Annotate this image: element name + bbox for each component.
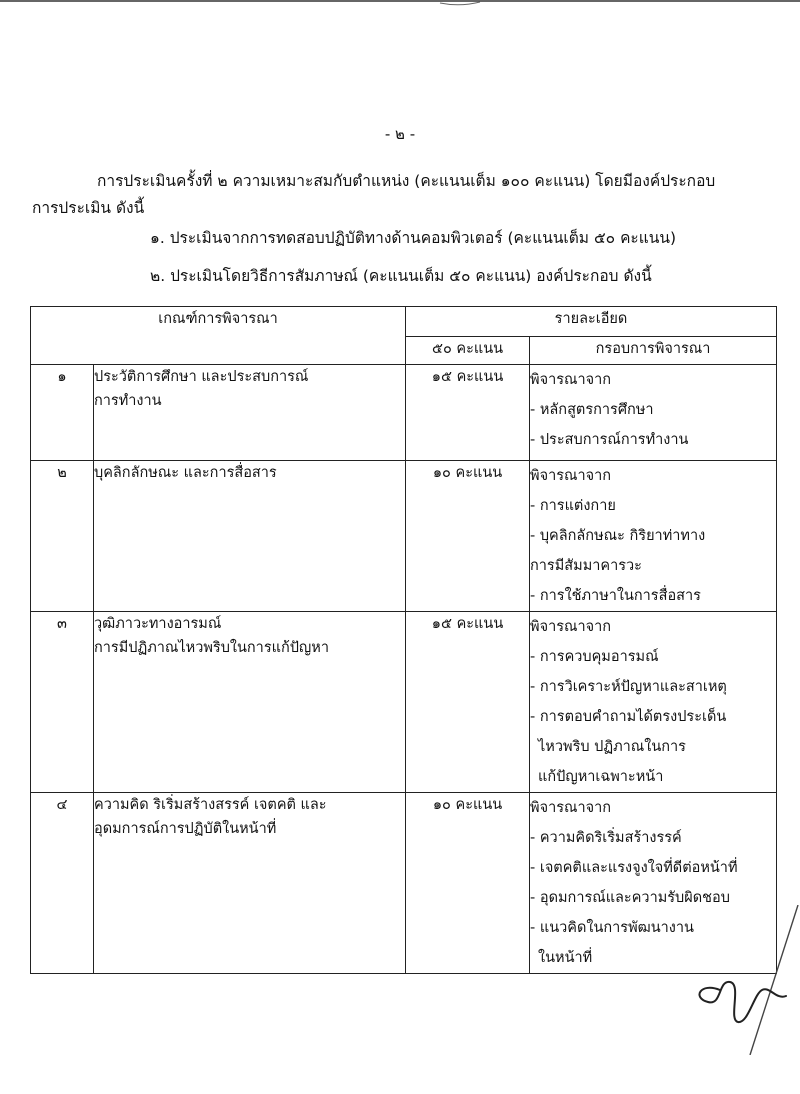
row-number: ๓ xyxy=(31,612,94,793)
header-score: ๕๐ คะแนน xyxy=(406,337,530,365)
score-cell: ๑๐ คะแนน xyxy=(406,461,530,612)
detail-cell xyxy=(530,365,777,461)
detail-line: - บุคลิกลักษณะ กิริยาท่าทาง xyxy=(530,528,706,544)
criteria-line: การทำงาน xyxy=(94,393,162,409)
detail-line: การมีสัมมาคารวะ xyxy=(530,558,642,574)
criteria-line: ความคิด ริเริ่มสร้างสรรค์ เจตคติ และ xyxy=(94,797,327,813)
criteria-line: การมีปฏิภาณไหวพริบในการแก้ปัญหา xyxy=(94,640,329,656)
criteria-cell xyxy=(94,461,406,612)
detail-line: - อุดมการณ์และความรับผิดชอบ xyxy=(530,890,730,906)
detail-line: - การวิเคราะห์ปัญหาและสาเหตุ xyxy=(530,679,727,695)
assessment-item-1: ๑. ประเมินจากการทดสอบปฏิบัติทางด้านคอมพิวเตอร์ (คะแนนเต็ม ๕๐ คะแนน) xyxy=(150,229,676,247)
criteria-line: อุดมการณ์การปฏิบัติในหน้าที่ xyxy=(94,821,277,837)
page-number: - ๒ - xyxy=(384,125,416,143)
detail-line: พิจารณาจาก xyxy=(530,800,612,816)
detail-line: - หลักสูตรการศึกษา xyxy=(530,402,654,418)
header-detail: รายละเอียด xyxy=(406,307,777,337)
criteria-line: วุฒิภาวะทางอารมณ์ xyxy=(94,616,222,632)
detail-line: ไหวพริบ ปฏิภาณในการ xyxy=(538,739,686,755)
detail-line: - เจตคติและแรงจูงใจที่ดีต่อหน้าที่ xyxy=(530,860,738,876)
scan-top-edge xyxy=(0,0,800,12)
score-cell: ๑๕ คะแนน xyxy=(406,612,530,793)
detail-line: - การใช้ภาษาในการสื่อสาร xyxy=(530,588,701,604)
table-row xyxy=(31,612,777,793)
row-number: ๑ xyxy=(31,365,94,461)
detail-line: ในหน้าที่ xyxy=(538,950,593,966)
detail-line: - ประสบการณ์การทำงาน xyxy=(530,432,689,448)
detail-cell xyxy=(530,612,777,793)
criteria-cell xyxy=(94,365,406,461)
header-framework: กรอบการพิจารณา xyxy=(530,337,777,365)
interview-criteria-table xyxy=(30,306,777,974)
criteria-line: บุคลิกลักษณะ และการสื่อสาร xyxy=(94,465,277,481)
detail-line: - ความคิดริเริ่มสร้างรรค์ xyxy=(530,830,682,846)
row-number: ๒ xyxy=(31,461,94,612)
criteria-cell xyxy=(94,793,406,974)
score-cell: ๑๐ คะแนน xyxy=(406,793,530,974)
intro-line-1: การประเมินครั้งที่ ๒ ความเหมาะสมกับตำแหน่ง (คะแนนเต็ม ๑๐๐ คะแนน) โดยมีองค์ประกอบ xyxy=(97,172,716,190)
table-row xyxy=(31,793,777,974)
header-criteria: เกณฑ์การพิจารณา xyxy=(31,307,406,365)
table-row xyxy=(31,365,777,461)
intro-line-2: การประเมิน ดังนี้ xyxy=(32,199,145,217)
detail-line: พิจารณาจาก xyxy=(530,372,612,388)
detail-line: - การตอบคำถามได้ตรงประเด็น xyxy=(530,709,727,725)
score-cell: ๑๕ คะแนน xyxy=(406,365,530,461)
criteria-cell xyxy=(94,612,406,793)
row-number: ๔ xyxy=(31,793,94,974)
detail-cell xyxy=(530,461,777,612)
handwritten-signature xyxy=(690,960,800,1030)
detail-line: - แนวคิดในการพัฒนางาน xyxy=(530,920,694,936)
criteria-line: ประวัติการศึกษา และประสบการณ์ xyxy=(94,369,309,385)
table-row xyxy=(31,461,777,612)
detail-line: - การควบคุมอารมณ์ xyxy=(530,649,659,665)
detail-line: - การแต่งกาย xyxy=(530,498,616,514)
detail-line: แก้ปัญหาเฉพาะหน้า xyxy=(538,769,664,785)
detail-line: พิจารณาจาก xyxy=(530,468,612,484)
assessment-item-2: ๒. ประเมินโดยวิธีการสัมภาษณ์ (คะแนนเต็ม ๕๐ คะแนน) องค์ประกอบ ดังนี้ xyxy=(150,267,652,285)
detail-line: พิจารณาจาก xyxy=(530,619,612,635)
